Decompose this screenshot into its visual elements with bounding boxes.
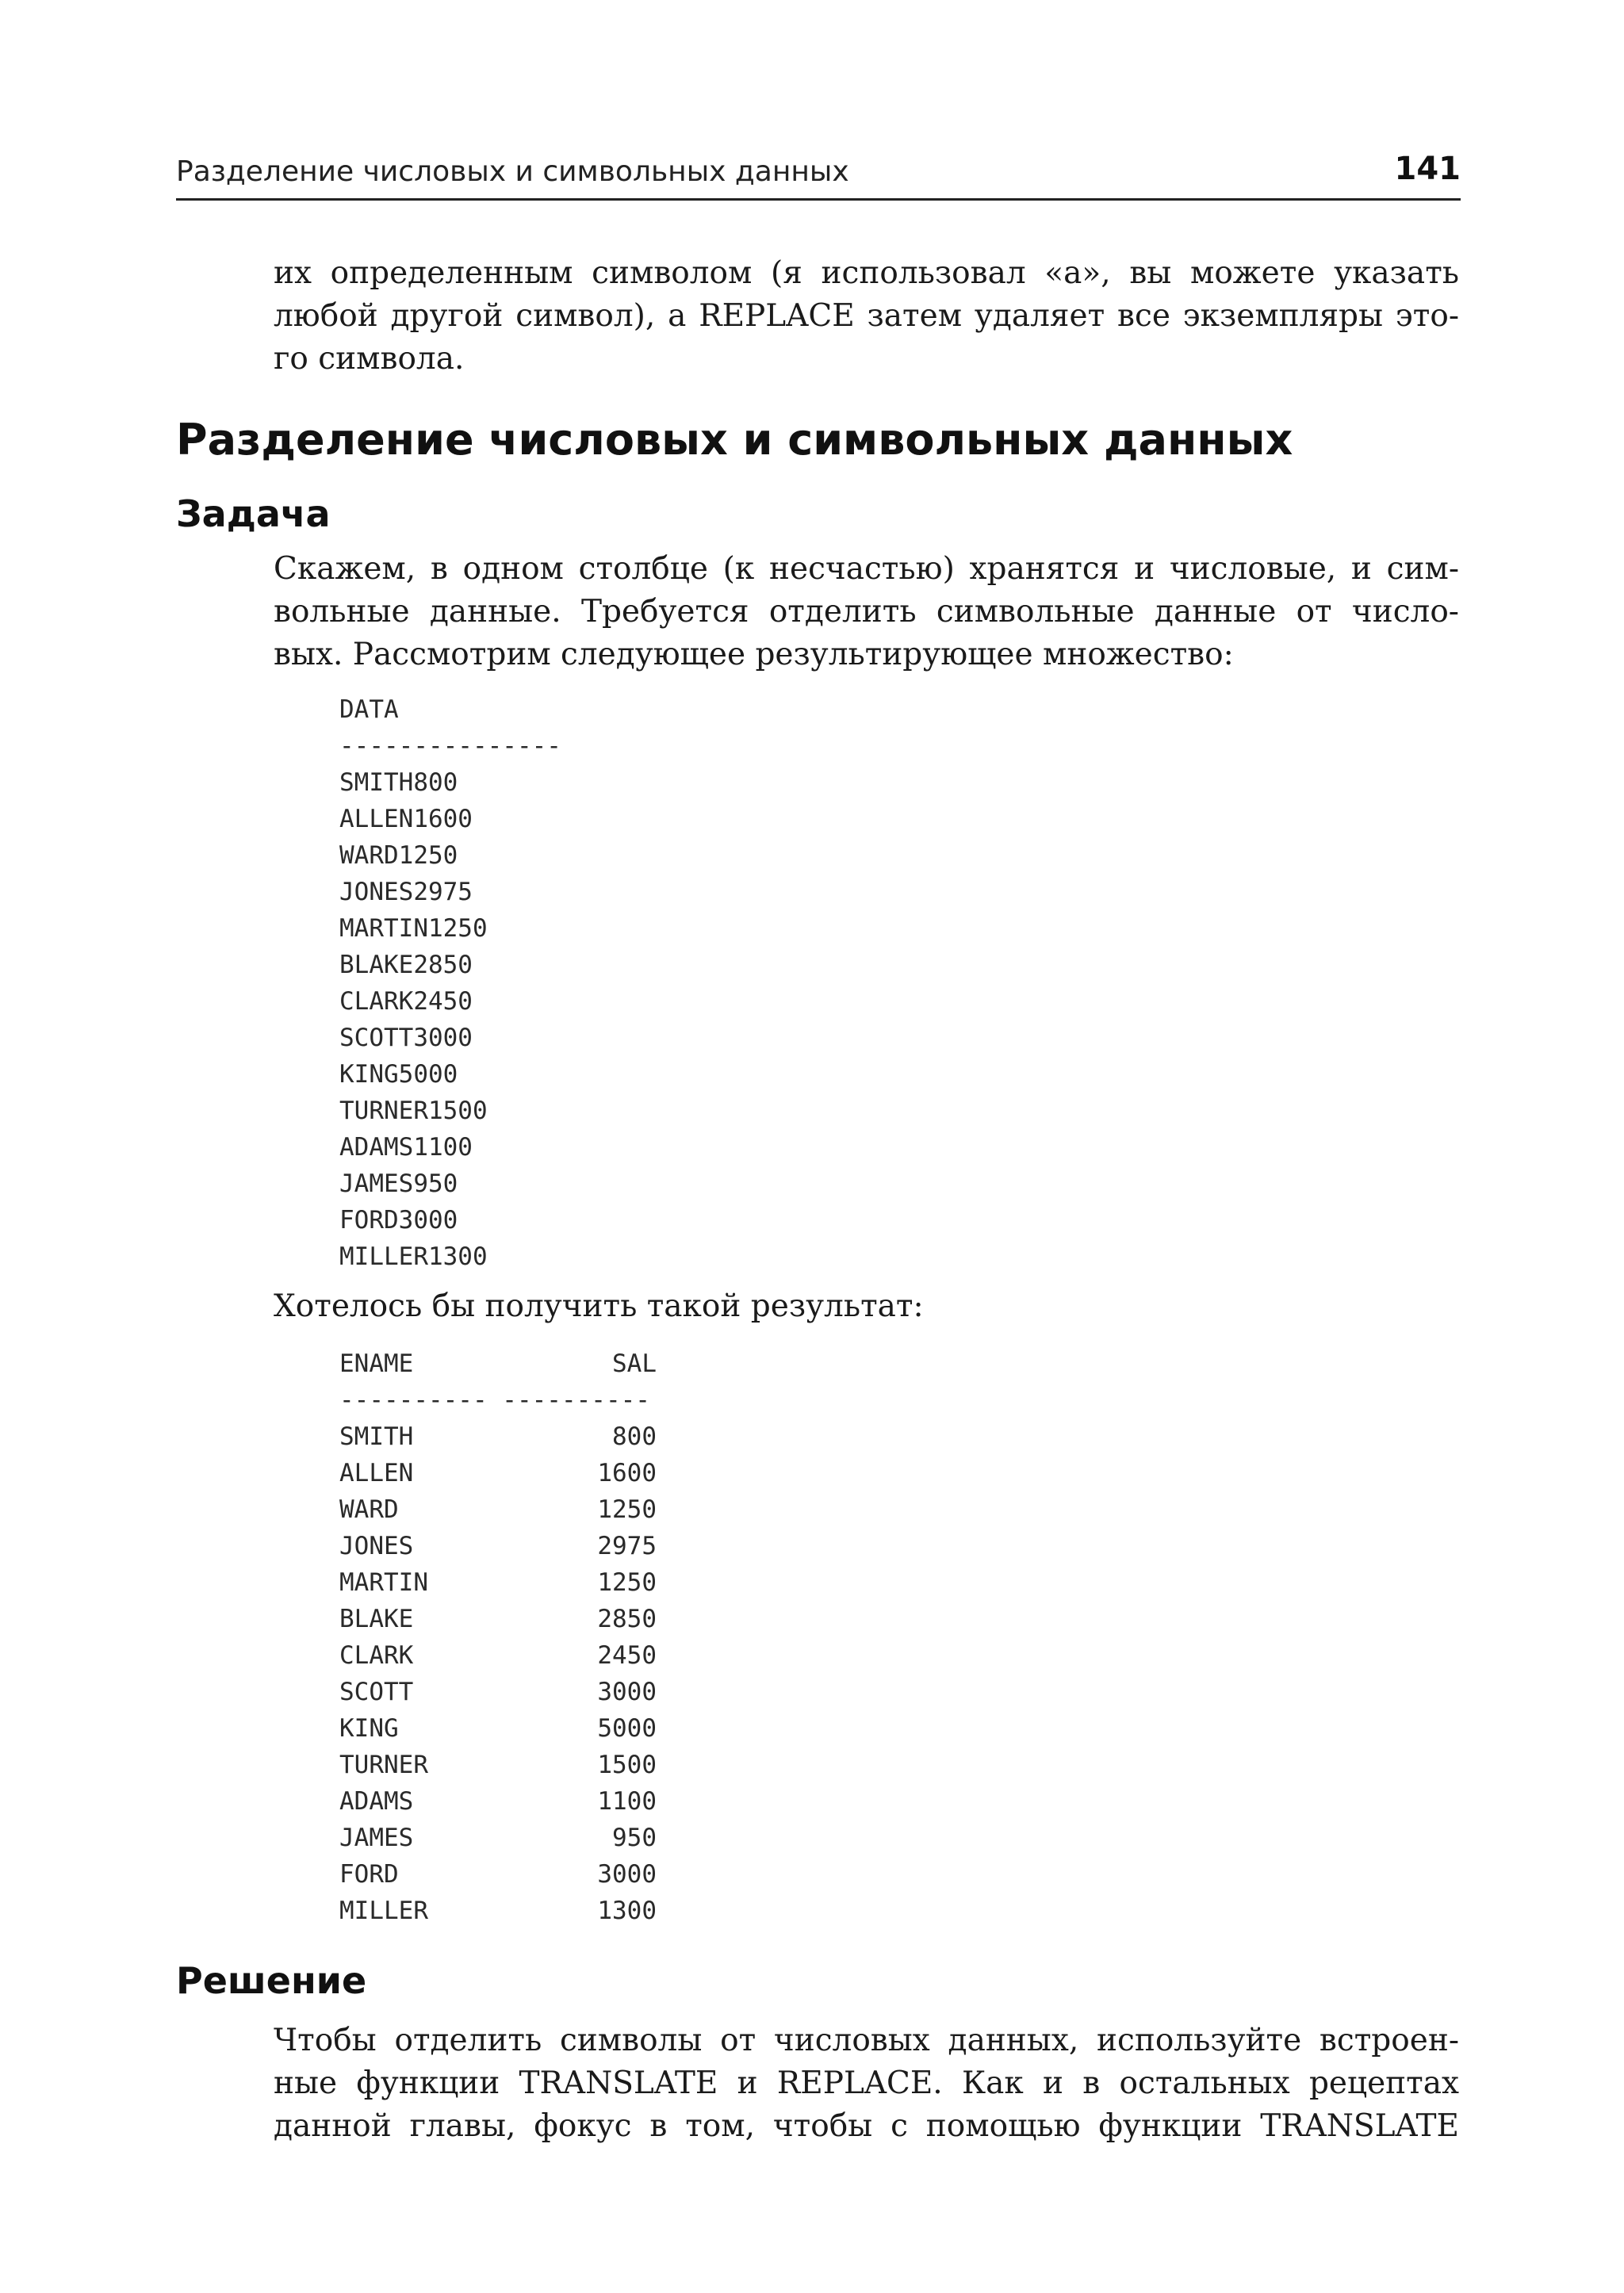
sal-cell: 3000 <box>597 1678 657 1706</box>
ename-cell: BLAKE <box>339 1605 414 1633</box>
ename-cell: JAMES <box>339 1824 414 1852</box>
result-row <box>339 1747 657 1783</box>
result-intro-paragraph <box>274 1285 1459 1328</box>
result-rule: ---------- ---------- <box>339 1386 650 1414</box>
listing-row: SCOTT3000 <box>339 1024 473 1052</box>
sal-cell: 1600 <box>597 1459 657 1487</box>
ename-cell: SCOTT <box>339 1678 414 1706</box>
listing-row: ALLEN1600 <box>339 805 473 833</box>
paragraph-line: вых. Рассмотрим следующее результирующее множество: <box>274 637 1234 672</box>
sal-cell: 1300 <box>597 1897 657 1925</box>
sal-cell: 1100 <box>597 1787 657 1816</box>
paragraph-line: Скажем, в одном столбце (к несчастью) хранятся и числовые, и сим- <box>274 551 1459 587</box>
listing-row: BLAKE2850 <box>339 951 473 979</box>
sal-cell: 3000 <box>597 1860 657 1889</box>
paragraph-line: любой другой символ), а REPLACE затем удаляет все экземпляры это- <box>274 298 1459 334</box>
result-row <box>339 1528 657 1564</box>
result-row <box>339 1674 657 1710</box>
sal-cell: 800 <box>612 1422 657 1451</box>
listing-row: SMITH800 <box>339 768 458 797</box>
ename-cell: CLARK <box>339 1641 414 1670</box>
listing-row: MARTIN1250 <box>339 914 488 943</box>
listing-row: JAMES950 <box>339 1169 458 1198</box>
task-paragraph <box>274 548 1459 676</box>
paragraph-line: их определенным символом (я использовал «a», вы можете указать <box>274 255 1459 291</box>
ename-cell: TURNER <box>339 1751 428 1779</box>
sal-cell: 2850 <box>597 1605 657 1633</box>
running-header <box>176 149 1461 201</box>
listing-row: FORD3000 <box>339 1206 458 1235</box>
ename-cell: ADAMS <box>339 1787 414 1816</box>
paragraph-line: Хотелось бы получить такой результат: <box>274 1288 924 1324</box>
result-row <box>339 1710 657 1747</box>
listing-row: TURNER1500 <box>339 1097 488 1125</box>
sal-cell: 1500 <box>597 1751 657 1779</box>
sal-cell: 5000 <box>597 1714 657 1743</box>
sal-cell: 2450 <box>597 1641 657 1670</box>
solution-heading: Решение <box>176 1959 367 2002</box>
result-row <box>339 1783 657 1820</box>
result-row <box>339 1893 657 1929</box>
intro-paragraph <box>274 252 1459 381</box>
paragraph-line: вольные данные. Требуется отделить символьные данные от число- <box>274 594 1459 630</box>
sal-cell: 1250 <box>597 1568 657 1597</box>
ename-cell: MILLER <box>339 1897 428 1925</box>
solution-paragraph <box>274 2019 1459 2148</box>
sal-cell: 2975 <box>597 1532 657 1560</box>
page-number: 141 <box>1394 151 1461 187</box>
listing-row: KING5000 <box>339 1060 458 1089</box>
task-heading: Задача <box>176 492 331 535</box>
column-header-sal: SAL <box>612 1349 657 1378</box>
paragraph-line: данной главы, фокус в том, чтобы с помощью функции TRANSLATE <box>274 2108 1459 2144</box>
section-title: Разделение числовых и символьных данных <box>176 415 1293 465</box>
ename-cell: JONES <box>339 1532 414 1560</box>
column-header-ename: ENAME <box>339 1349 414 1378</box>
sal-cell: 1250 <box>597 1495 657 1524</box>
result-header-row <box>339 1346 657 1382</box>
result-row <box>339 1856 657 1893</box>
result-row <box>339 1455 657 1491</box>
result-row <box>339 1820 657 1856</box>
ename-cell: ALLEN <box>339 1459 414 1487</box>
listing-row: JONES2975 <box>339 878 473 906</box>
paragraph-line: ные функции TRANSLATE и REPLACE. Как и в остальных рецептах <box>274 2065 1459 2101</box>
result-listing <box>339 1346 657 1929</box>
listing-row: CLARK2450 <box>339 987 473 1016</box>
sal-cell: 950 <box>612 1824 657 1852</box>
result-row <box>339 1418 657 1455</box>
ename-cell: KING <box>339 1714 399 1743</box>
listing-header: DATA <box>339 695 399 724</box>
ename-cell: FORD <box>339 1860 399 1889</box>
listing-row: ADAMS1100 <box>339 1133 473 1162</box>
result-row <box>339 1564 657 1601</box>
paragraph-line: го символа. <box>274 341 465 377</box>
ename-cell: MARTIN <box>339 1568 428 1597</box>
result-row <box>339 1637 657 1674</box>
listing-row: MILLER1300 <box>339 1242 488 1271</box>
paragraph-line: Чтобы отделить символы от числовых данных, используйте встроен- <box>274 2023 1459 2058</box>
listing-row: WARD1250 <box>339 841 458 870</box>
result-row <box>339 1601 657 1637</box>
running-title: Разделение числовых и символьных данных <box>176 155 849 188</box>
listing-rule: --------------- <box>339 732 561 760</box>
result-row <box>339 1491 657 1528</box>
data-listing <box>339 691 561 1275</box>
ename-cell: WARD <box>339 1495 399 1524</box>
ename-cell: SMITH <box>339 1422 414 1451</box>
